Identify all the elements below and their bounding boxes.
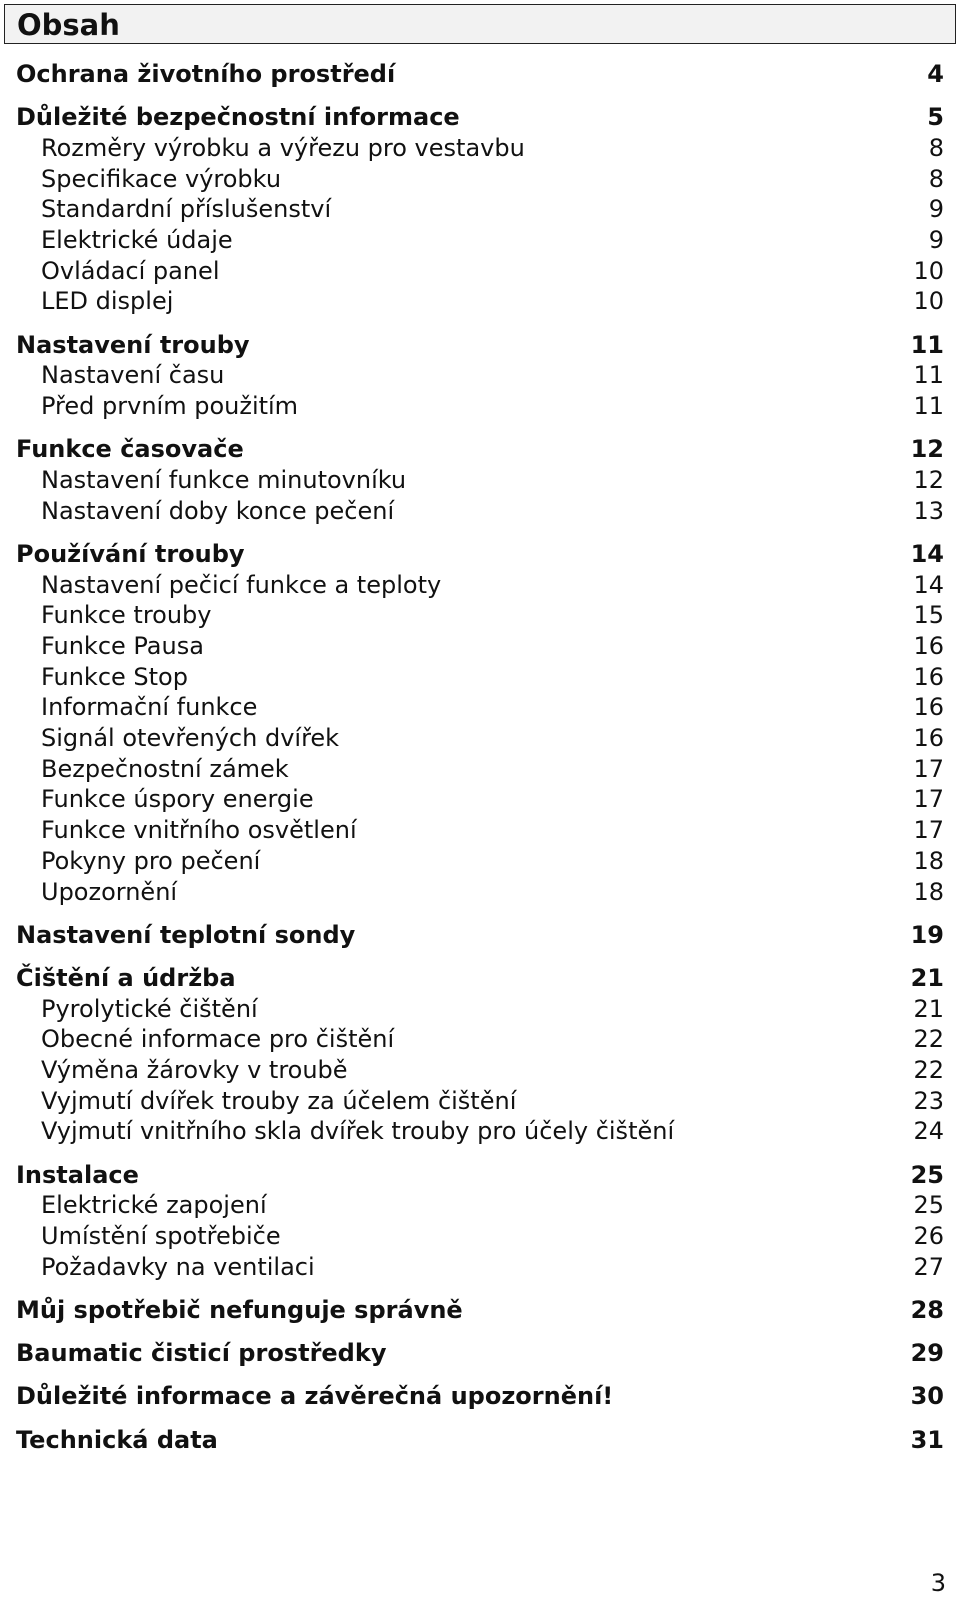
toc-subsection <box>41 496 944 526</box>
toc-entry-label: Požadavky na ventilaci <box>41 1252 315 1281</box>
toc-entry-label: Nastavení trouby <box>16 330 250 359</box>
toc-subsection <box>41 877 944 907</box>
toc-entry-label: Specifikace výrobku <box>41 164 282 193</box>
toc-subsection <box>41 465 944 495</box>
toc-entry-label: Elektrické údaje <box>41 226 233 254</box>
toc-entry-label: Vyjmutí dvířek trouby za účelem čištění <box>41 1086 517 1115</box>
toc-entry-page: 14 <box>910 539 944 568</box>
toc-entry-label: Nastavení pečicí funkce a teploty <box>41 570 442 599</box>
toc-entry-page: 10 <box>913 256 944 285</box>
toc-entry-label: Důležité bezpečnostní informace <box>16 103 460 132</box>
toc-entry-page: 31 <box>910 1425 944 1454</box>
toc-subsection <box>41 133 944 163</box>
toc-subsection <box>41 391 944 421</box>
page-number: 3 <box>930 1569 946 1597</box>
toc-entry-label: Funkce trouby <box>41 601 212 630</box>
toc-subsection <box>41 1190 944 1220</box>
toc-entry-label: Funkce Pausa <box>41 631 204 660</box>
toc-entry-page: 10 <box>913 287 944 316</box>
toc-entry-page: 25 <box>913 1191 944 1220</box>
toc-entry-page: 18 <box>913 877 944 906</box>
toc-subsection <box>41 662 944 692</box>
toc-subsection <box>41 754 944 784</box>
toc-subsection <box>41 1116 944 1146</box>
toc-entry-page: 17 <box>913 754 944 783</box>
toc-entry-label: Nastavení času <box>41 361 225 390</box>
toc-entry-label: Elektrické zapojení <box>41 1191 267 1220</box>
toc-entry-page: 16 <box>913 631 944 660</box>
toc-entry-label: Před prvním použitím <box>41 392 299 420</box>
toc-entry-page: 16 <box>913 662 944 691</box>
toc-entry-label: Funkce časovače <box>16 435 244 464</box>
toc-entry-label: Baumatic čisticí prostředky <box>16 1339 387 1368</box>
toc-section <box>16 963 944 993</box>
toc-entry-label: Funkce úspory energie <box>41 785 314 814</box>
toc-subsection <box>41 1055 944 1085</box>
toc-entry-label: Bezpečnostní zámek <box>41 754 289 783</box>
toc-entry-page: 13 <box>913 496 944 525</box>
toc-entry-page: 21 <box>913 994 944 1023</box>
toc-entry-page: 30 <box>910 1382 944 1411</box>
toc-entry-page: 22 <box>913 1056 944 1084</box>
toc-entry-page: 21 <box>910 963 944 992</box>
toc-section <box>16 1295 944 1325</box>
toc-entry-page: 23 <box>913 1086 944 1115</box>
toc-entry-label: Pyrolytické čištění <box>41 994 258 1023</box>
toc-entry-page: 9 <box>928 226 944 254</box>
toc-entry-page: 25 <box>910 1160 944 1189</box>
toc-entry-page: 22 <box>913 1025 944 1054</box>
toc-entry-page: 14 <box>913 570 944 599</box>
toc-entry-label: Informační funkce <box>41 693 258 722</box>
toc-section <box>16 330 944 360</box>
toc-entry-label: LED displej <box>41 287 174 316</box>
toc-subsection <box>41 194 944 224</box>
toc-entry-label: Standardní příslušenství <box>41 195 332 224</box>
toc-entry-page: 28 <box>910 1295 944 1324</box>
toc-subsection <box>41 994 944 1024</box>
toc-subsection <box>41 600 944 630</box>
toc-subsection <box>41 1086 944 1116</box>
toc-subsection <box>41 256 944 286</box>
toc-entry-label: Funkce Stop <box>41 662 188 691</box>
toc-entry-label: Obecné informace pro čištění <box>41 1025 395 1054</box>
toc-entry-label: Nastavení teplotní sondy <box>16 920 356 949</box>
toc-entry-label: Instalace <box>16 1160 139 1189</box>
toc-section <box>16 1381 944 1411</box>
toc-entry-page: 11 <box>910 330 944 359</box>
toc-entry-page: 18 <box>913 846 944 875</box>
toc-section <box>16 434 944 464</box>
toc-subsection <box>41 1221 944 1251</box>
toc-subsection <box>41 631 944 661</box>
toc-entry-label: Používání trouby <box>16 539 245 568</box>
toc-entry-page: 11 <box>913 392 944 420</box>
toc-subsection <box>41 225 944 255</box>
toc-subsection <box>41 815 944 845</box>
toc-section <box>16 1425 944 1455</box>
toc-entry-label: Technická data <box>16 1425 218 1454</box>
toc-entry-page: 16 <box>913 693 944 722</box>
toc-heading-box <box>4 4 956 44</box>
toc-entry-label: Vyjmutí vnitřního skla dvířek trouby pro účely čištění <box>41 1117 675 1146</box>
toc-section <box>16 539 944 569</box>
toc-entry-label: Důležité informace a závěrečná upozornění! <box>16 1382 614 1411</box>
toc-entry-page: 12 <box>910 435 944 464</box>
toc-entry-page: 27 <box>913 1252 944 1281</box>
toc-entry-label: Můj spotřebič nefunguje správně <box>16 1295 463 1324</box>
toc-entry-page: 5 <box>927 103 944 132</box>
toc-entry-page: 8 <box>928 164 944 193</box>
toc-entry-label: Ochrana životního prostředí <box>16 60 396 88</box>
toc-section <box>16 59 944 89</box>
toc-subsection <box>41 846 944 876</box>
toc-subsection <box>41 1252 944 1282</box>
toc-entry-label: Výměna žárovky v troubě <box>41 1056 348 1084</box>
toc-subsection <box>41 723 944 753</box>
toc-subsection <box>41 286 944 316</box>
toc-entry-page: 26 <box>913 1222 944 1250</box>
toc-entry-page: 17 <box>913 785 944 814</box>
toc-entry-page: 17 <box>913 816 944 845</box>
toc-entry-page: 19 <box>910 920 944 949</box>
toc-section <box>16 102 944 132</box>
toc-entry-page: 16 <box>913 724 944 752</box>
toc-section <box>16 920 944 950</box>
toc-subsection <box>41 164 944 194</box>
toc-entry-page: 29 <box>910 1339 944 1368</box>
toc-section <box>16 1160 944 1190</box>
toc-entry-page: 4 <box>927 60 944 88</box>
toc-entry-label: Signál otevřených dvířek <box>41 724 340 752</box>
toc-entry-page: 9 <box>928 195 944 224</box>
toc-entry-page: 8 <box>928 133 944 162</box>
toc-entry-page: 12 <box>913 465 944 494</box>
toc-entry-label: Upozornění <box>41 877 178 906</box>
toc-section <box>16 1338 944 1368</box>
toc-entry-label: Umístění spotřebiče <box>41 1222 281 1250</box>
toc-entry-label: Pokyny pro pečení <box>41 846 261 875</box>
toc-subsection <box>41 784 944 814</box>
toc-entry-label: Čištění a údržba <box>16 963 236 992</box>
toc-entry-label: Funkce vnitřního osvětlení <box>41 816 357 845</box>
toc-subsection <box>41 692 944 722</box>
toc-entry-label: Ovládací panel <box>41 256 220 285</box>
toc-entry-page: 15 <box>913 601 944 630</box>
toc-entry-page: 24 <box>913 1117 944 1146</box>
toc-entry-label: Rozměry výrobku a výřezu pro vestavbu <box>41 133 525 162</box>
toc-heading: Obsah <box>17 8 120 42</box>
toc-subsection <box>41 1024 944 1054</box>
toc-entry-label: Nastavení doby konce pečení <box>41 496 395 525</box>
toc-entry-page: 11 <box>913 361 944 390</box>
toc-entry-label: Nastavení funkce minutovníku <box>41 465 407 494</box>
toc-subsection <box>41 570 944 600</box>
toc-subsection <box>41 360 944 390</box>
